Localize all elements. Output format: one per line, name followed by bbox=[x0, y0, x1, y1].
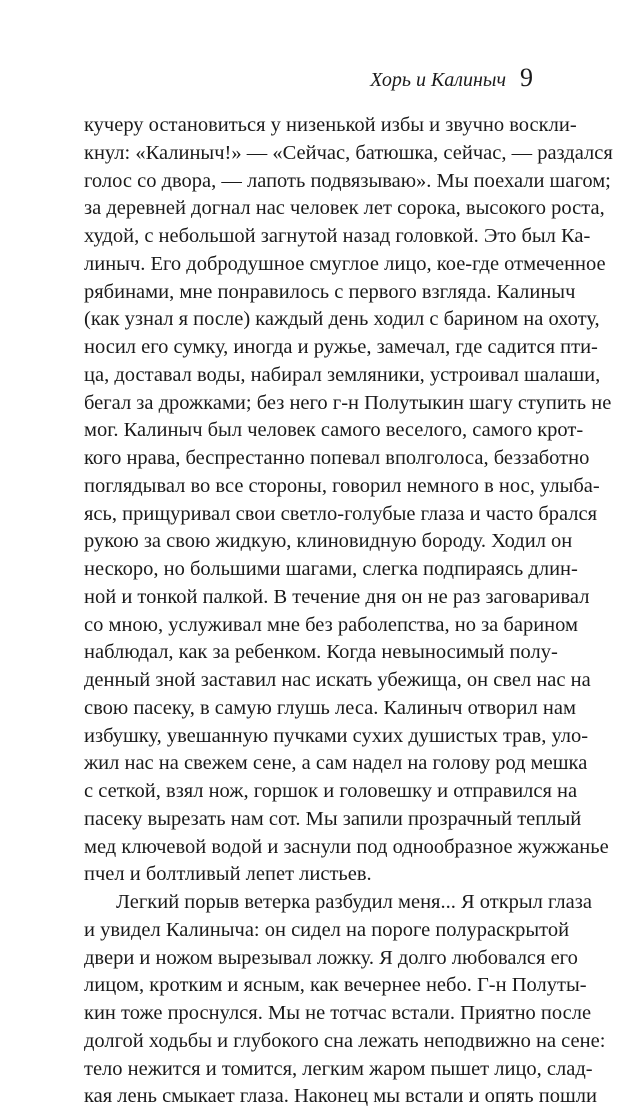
page-number: 9 bbox=[520, 63, 533, 92]
text-line: голос со двора, — лапоть подвязываю». Мы поехали шагом; bbox=[84, 169, 611, 192]
text-line: (как узнал я после) каждый день ходил с барином на охоту, bbox=[84, 308, 600, 331]
text-line: ясь, прищуривал свои светло-голубые глаза и часто брался bbox=[84, 502, 598, 525]
text-line: свою пасеку, в самую глушь леса. Калиныч отворил нам bbox=[84, 696, 576, 719]
text-line: и увидел Калиныча: он сидел на пороге полураскрытой bbox=[84, 918, 570, 941]
text-line: бегал за дрожками; без него г-н Полутыкин шагу ступить не bbox=[84, 391, 612, 414]
text-line: долгой ходьбы и глубокого сна лежать неподвижно на сене: bbox=[84, 1029, 606, 1052]
text-line: кого нрава, беспрестанно попевал вполголоса, беззаботно bbox=[84, 447, 590, 469]
text-line: рукою за свою жидкую, клиновидную бороду. Ходил он bbox=[84, 530, 573, 553]
text-line: жил нас на свежем сене, а сам надел на голову род мешка bbox=[84, 752, 588, 775]
text-line: лицом, кротким и ясным, как вечернее небо. Г-н Полуты- bbox=[84, 974, 587, 997]
text-line: наблюдал, как за ребенком. Когда невыносимый полу- bbox=[84, 641, 558, 664]
text-line: ной и тонкой палкой. В течение дня он не раз заговаривал bbox=[84, 585, 590, 608]
running-head bbox=[370, 63, 533, 93]
text-line: кая лень смыкает глаза. Наконец мы встали и опять пошли bbox=[84, 1085, 597, 1108]
text-line: за деревней догнал нас человек лет сорока, высокого роста, bbox=[84, 197, 605, 220]
text-line: с сеткой, взял нож, горшок и головешку и отправился на bbox=[84, 780, 578, 802]
body-text bbox=[84, 112, 613, 1111]
text-line: пасеку вырезать нам сот. Мы запили прозрачный теплый bbox=[84, 807, 582, 830]
text-line: худой, с небольшой загнутой назад головкой. Это был Ка- bbox=[84, 225, 591, 247]
text-line: со мною, услуживал мне без раболепства, но за барином bbox=[84, 613, 578, 636]
text-line: кин тоже проснулся. Мы не тотчас встали. Приятно после bbox=[84, 1002, 592, 1024]
text-line: пчел и болтливый лепет листьев. bbox=[84, 863, 372, 886]
text-line: кнул: «Калиныч!» — «Сейчас, батюшка, сейчас, — раздался bbox=[84, 141, 613, 164]
text-line: линыч. Его добродушное смуглое лицо, кое-где отмеченное bbox=[84, 252, 606, 275]
text-line: ца, доставал воды, набирал земляники, устроивал шалаши, bbox=[84, 363, 601, 386]
text-line: мед ключевой водой и заснули под однообразное жужжанье bbox=[84, 835, 609, 858]
text-line: денный зной заставил нас искать убежища, он свел нас на bbox=[84, 669, 591, 691]
text-line: Легкий порыв ветерка разбудил меня... Я открыл глаза bbox=[116, 891, 592, 913]
running-title: Хорь и Калиныч bbox=[370, 69, 506, 91]
text-line: мог. Калиныч был человек самого веселого, самого крот- bbox=[84, 419, 584, 442]
text-line: кучеру остановиться у низенькой избы и звучно воскли- bbox=[84, 114, 577, 136]
text-line: избушку, увешанную пучками сухих душистых трав, уло- bbox=[84, 724, 589, 747]
text-line: поглядывал во все стороны, говорил немного в нос, улыба- bbox=[84, 474, 600, 497]
text-line: рябинами, мне понравилось с первого взгляда. Калиныч bbox=[84, 280, 576, 303]
text-line: двери и ножом вырезывал ложку. Я долго любовался его bbox=[84, 946, 578, 969]
text-line: нескоро, но большими шагами, слегка подпираясь длин- bbox=[84, 558, 578, 580]
text-line: носил его сумку, иногда и ружье, замечал, где садится пти- bbox=[84, 336, 598, 358]
text-line: тело нежится и томится, легким жаром пышет лицо, слад- bbox=[84, 1057, 593, 1080]
